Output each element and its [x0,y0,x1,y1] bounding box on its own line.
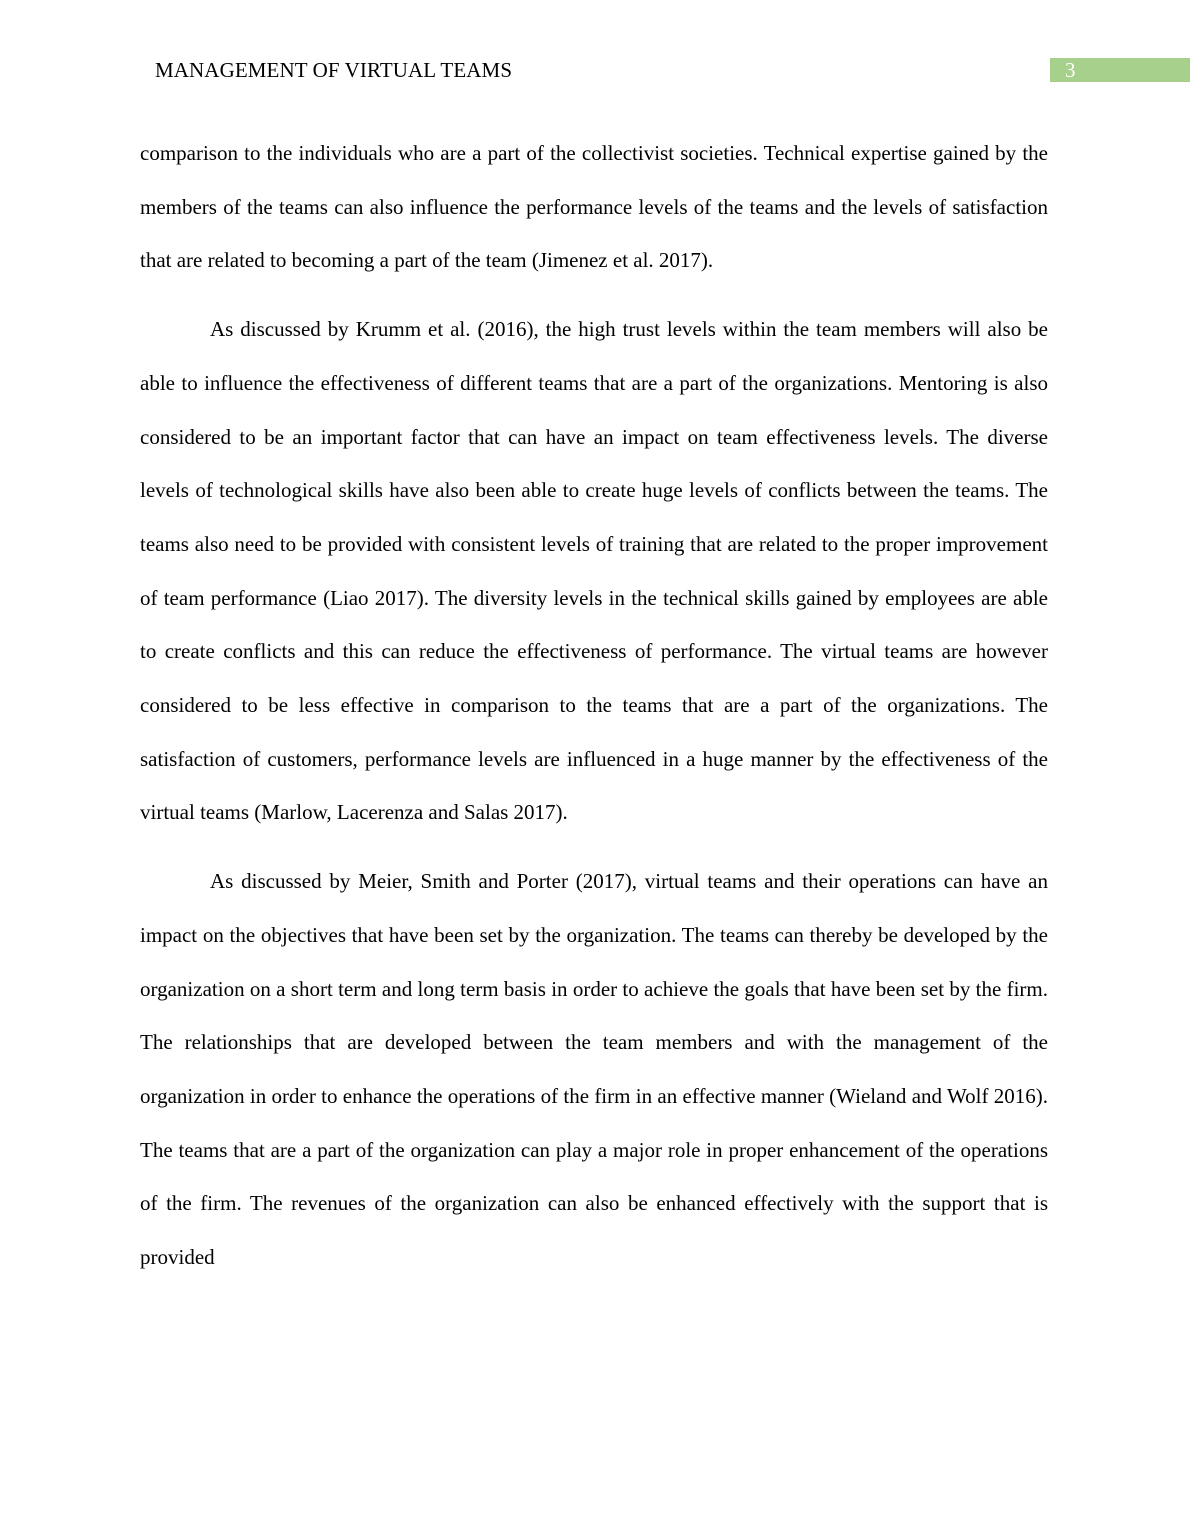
page-number: 3 [1065,58,1076,82]
body-text [140,127,1048,1285]
paragraph-3: As discussed by Meier, Smith and Porter (2017), virtual teams and their operations can have an impact on the objectives that have been set by the organization. The teams can thereby be developed by the organization on a short term and long term basis in order to achieve the goals that have been set by the firm. The relationships that are developed between the team members and with the management of the organization in order to enhance the operations of the firm in an effective manner (Wieland and Wolf 2016). The teams that are a part of the organization can play a major role in proper enhancement of the operations of the firm. The revenues of the organization can also be enhanced effectively with the support that is provided [140,869,1048,1270]
paragraph-2: As discussed by Krumm et al. (2016), the high trust levels within the team members will also be able to influence the effectiveness of different teams that are a part of the organizations. Mentoring is also considered to be an important factor that can have an impact on team effectiveness levels. The diverse levels of technological skills have also been able to create huge levels of conflicts between the teams. The teams also need to be provided with consistent levels of training that are related to the proper improvement of team performance (Liao 2017). The diversity levels in the technical skills gained by employees are able to create conflicts and this can reduce the effectiveness of performance. The virtual teams are however considered to be less effective in comparison to the teams that are a part of the organizations. The satisfaction of customers, performance levels are influenced in a huge manner by the effectiveness of the virtual teams (Marlow, Lacerenza and Salas 2017). [140,317,1048,825]
paragraph-1: comparison to the individuals who are a part of the collectivist societies. Technical expertise gained by the members of the teams can also influence the performance levels of the teams and the levels of satisfaction that are related to becoming a part of the team (Jimenez et al. 2017). [140,141,1048,273]
running-head: MANAGEMENT OF VIRTUAL TEAMS [155,58,513,82]
